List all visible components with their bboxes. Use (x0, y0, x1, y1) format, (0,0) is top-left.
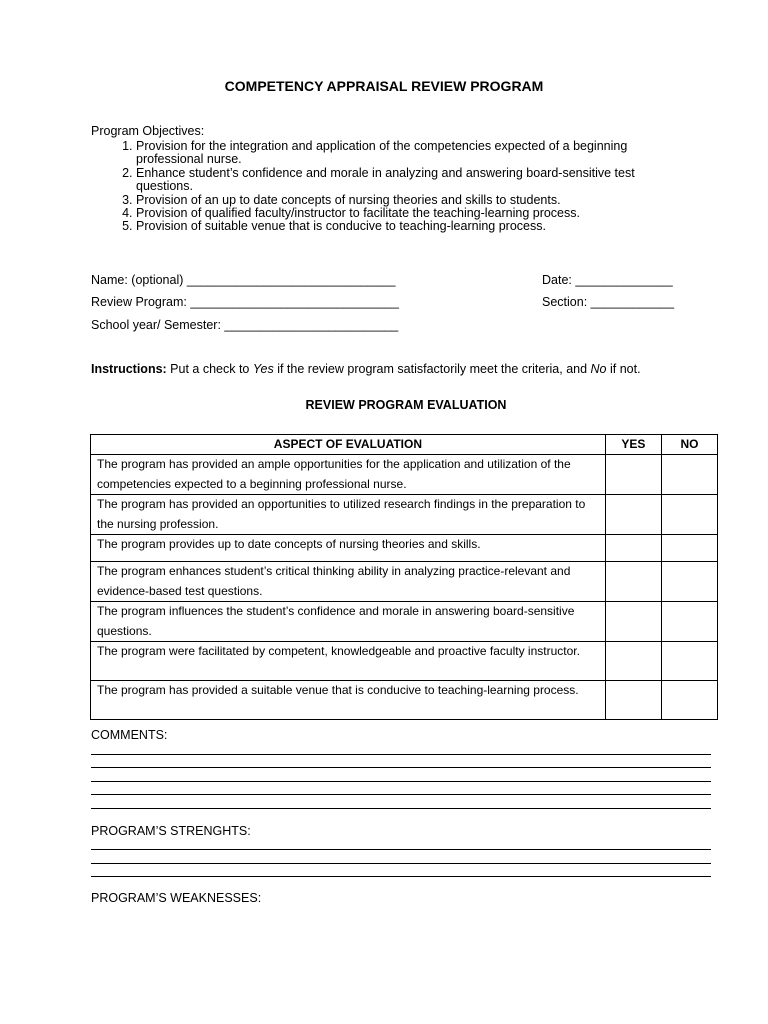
date-field[interactable]: Date: ______________ (542, 273, 673, 287)
instructions-text: if the review program satisfactorily meet the criteria, and (273, 362, 591, 376)
comment-line[interactable] (91, 767, 711, 768)
yes-check-cell[interactable] (605, 495, 661, 535)
no-check-cell[interactable] (661, 681, 717, 720)
objectives-list (112, 140, 676, 234)
objective-item: 3. Provision of an up to date concepts of nursing theories and skills to students. (136, 194, 676, 207)
comment-line[interactable] (91, 808, 711, 809)
table-row (91, 562, 718, 602)
instructions-text: if not. (606, 362, 641, 376)
no-check-cell[interactable] (661, 535, 717, 562)
no-check-cell[interactable] (661, 562, 717, 602)
objective-item: 1. Provision for the integration and application of the competencies expected of a beginning professional nurse. (136, 140, 676, 167)
review-program-field[interactable]: Review Program: ______________________________ (91, 295, 399, 309)
criterion-cell: The program enhances student’s critical thinking ability in analyzing practice-relevant and evidence-based test questions. (91, 562, 606, 602)
comment-line[interactable] (91, 794, 711, 795)
objective-item: 2. Enhance student’s confidence and morale in analyzing and answering board-sensitive test questions. (136, 167, 676, 194)
column-header-yes: YES (605, 435, 661, 455)
column-header-aspect: ASPECT OF EVALUATION (91, 435, 606, 455)
yes-check-cell[interactable] (605, 602, 661, 642)
objectives-label: Program Objectives: (91, 124, 205, 138)
column-header-no: NO (661, 435, 717, 455)
weaknesses-label: PROGRAM’S WEAKNESSES: (91, 891, 262, 905)
instructions-label: Instructions: (91, 362, 167, 376)
table-row (91, 495, 718, 535)
criterion-cell: The program were facilitated by competent, knowledgeable and proactive faculty instructor. (91, 642, 606, 681)
no-check-cell[interactable] (661, 642, 717, 681)
objective-item: 5. Provision of suitable venue that is conducive to teaching-learning process. (136, 220, 676, 233)
yes-check-cell[interactable] (605, 681, 661, 720)
table-row (91, 642, 718, 681)
table-row (91, 535, 718, 562)
yes-check-cell[interactable] (605, 642, 661, 681)
table-row (91, 602, 718, 642)
section-field[interactable]: Section: ____________ (542, 295, 675, 309)
instructions (91, 362, 641, 376)
table-header-row (91, 435, 718, 455)
criterion-cell: The program has provided an opportunities to utilized research findings in the preparation to the nursing profession. (91, 495, 606, 535)
strengths-line[interactable] (91, 863, 711, 864)
table-row (91, 455, 718, 495)
criterion-cell: The program provides up to date concepts of nursing theories and skills. (91, 535, 606, 562)
document-title: COMPETENCY APPRAISAL REVIEW PROGRAM (224, 78, 544, 94)
criterion-cell: The program has provided a suitable venue that is conducive to teaching-learning process. (91, 681, 606, 720)
strengths-line[interactable] (91, 849, 711, 850)
no-check-cell[interactable] (661, 495, 717, 535)
name-field[interactable]: Name: (optional) ______________________________ (91, 273, 396, 287)
instructions-no: No (590, 362, 607, 376)
objective-item: 4. Provision of qualified faculty/instructor to facilitate the teaching-learning process. (136, 207, 676, 220)
no-check-cell[interactable] (661, 602, 717, 642)
yes-check-cell[interactable] (605, 455, 661, 495)
yes-check-cell[interactable] (605, 562, 661, 602)
evaluation-table (90, 434, 718, 720)
criterion-cell: The program has provided an ample opportunities for the application and utilization of the competencies expected to a beginning professional nurse. (91, 455, 606, 495)
comment-line[interactable] (91, 754, 711, 755)
no-check-cell[interactable] (661, 455, 717, 495)
criterion-cell: The program influences the student’s confidence and morale in answering board-sensitive questions. (91, 602, 606, 642)
instructions-text: Put a check to (166, 362, 253, 376)
table-row (91, 681, 718, 720)
yes-check-cell[interactable] (605, 535, 661, 562)
evaluation-heading: REVIEW PROGRAM EVALUATION (305, 398, 507, 412)
comments-label: COMMENTS: (91, 728, 168, 742)
school-year-field[interactable]: School year/ Semester: _________________________ (91, 318, 399, 332)
strengths-line[interactable] (91, 876, 711, 877)
comment-line[interactable] (91, 781, 711, 782)
strengths-label: PROGRAM’S STRENGHTS: (91, 824, 251, 838)
instructions-yes: Yes (252, 362, 274, 376)
